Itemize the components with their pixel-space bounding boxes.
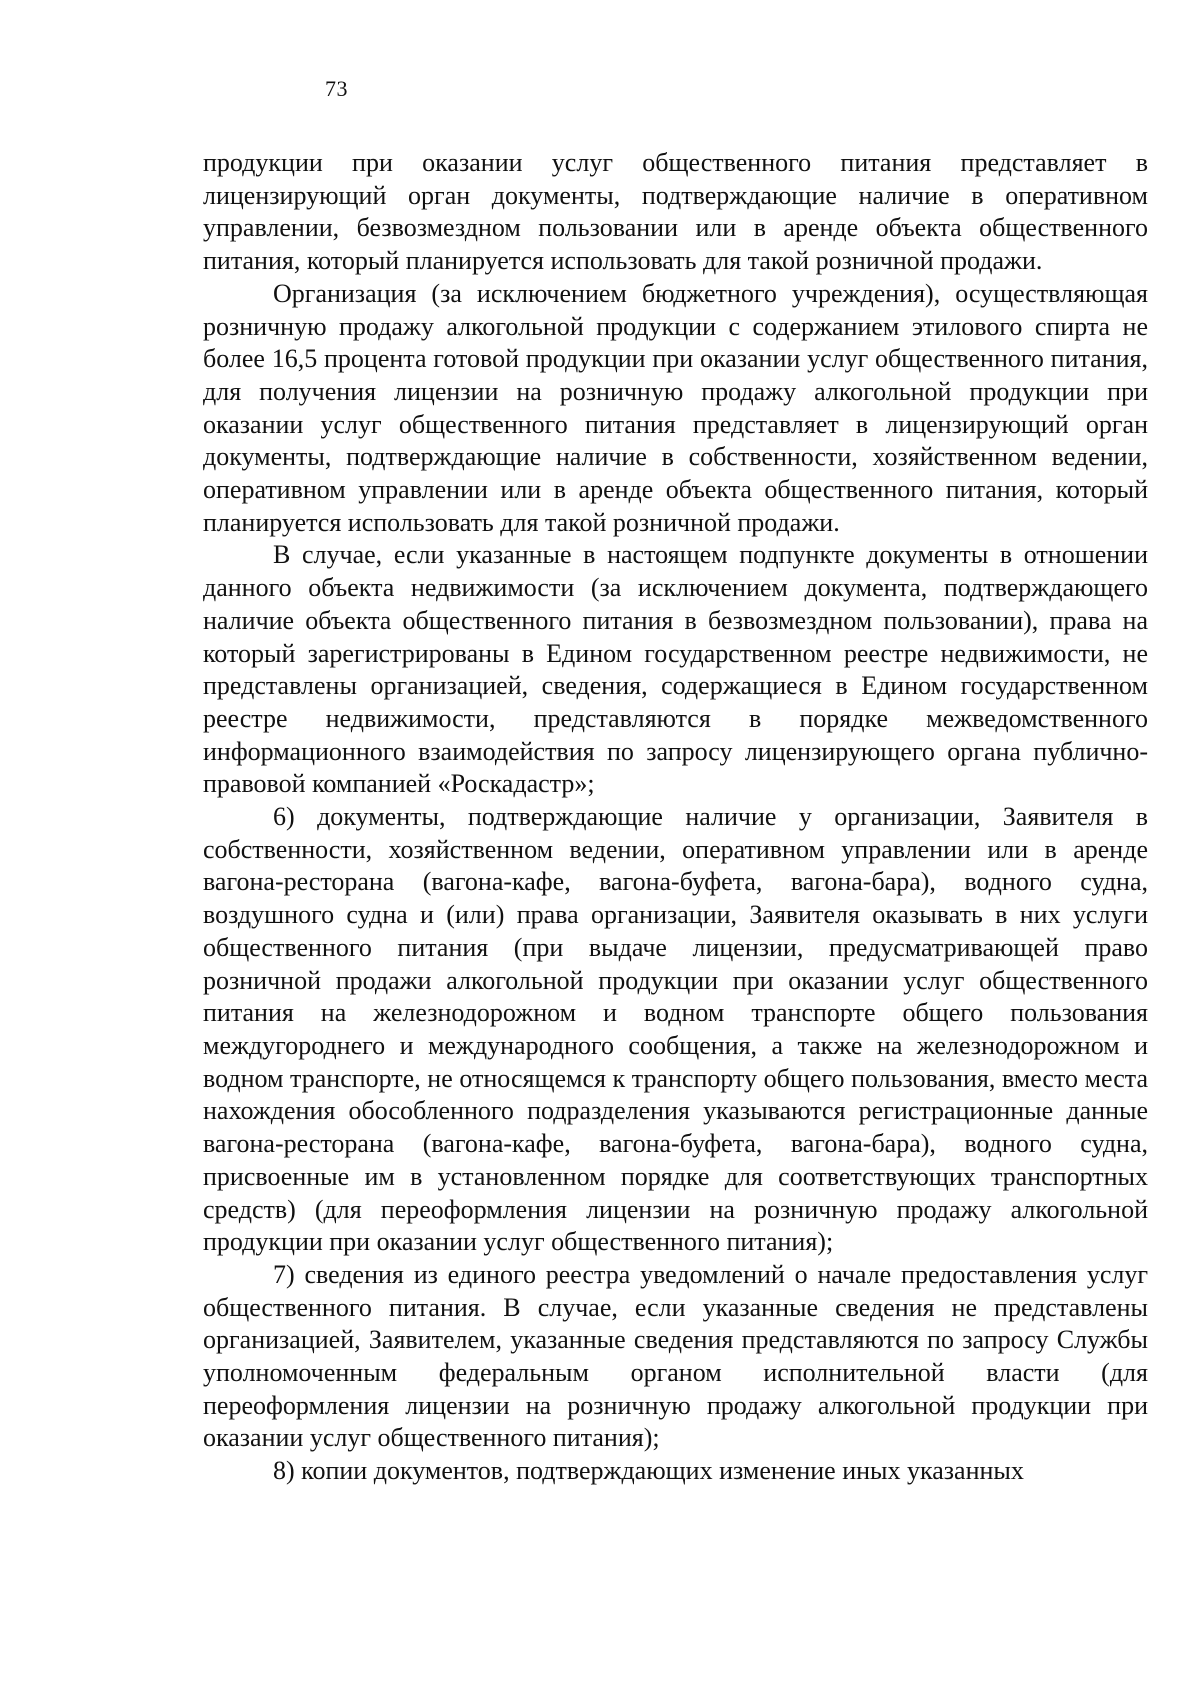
paragraph-item-6: 6) документы, подтверждающие наличие у организации, Заявителя в собственности, хозяйственном ведении, оперативном управлении или в аренде вагона-ресторана (вагона-кафе, вагона-буфета, вагона-бара), водного судна, воздушного судна и (или) права организации, Заявителя оказывать в них услуги общественного питания (при выдаче лицензии, предусматривающей право розничной продажи алкогольной продукции при оказании услуг общественного питания на железнодорожном и водном транспорте общего пользования междугороднего и международного сообщения, а также на железнодорожном и водном транспорте, не относящемся к транспорту общего пользования, вместо места нахождения обособленного подразделения указываются регистрационные данные вагона-ресторана (вагона-кафе, вагона-буфета, вагона-бара), водного судна, присвоенные им в установленном порядке для соответствующих транспортных средств) (для переоформления лицензии на розничную продажу алкогольной продукции при оказании услуг общественного питания);	[203, 802, 1148, 1257]
page-number: 73	[325, 76, 348, 101]
paragraph-item-8: 8) копии документов, подтверждающих изменение иных указанных	[273, 1456, 1024, 1486]
document-body	[203, 147, 1148, 1488]
paragraph-item-7: 7) сведения из единого реестра уведомлений о начале предоставления услуг общественного питания. В случае, если указанные сведения не представлены организацией, Заявителем, указанные сведения представляются по запросу Службы уполномоченным федеральным органом исполнительной власти (для переоформления лицензии на розничную продажу алкогольной продукции при оказании услуг общественного питания);	[203, 1259, 1148, 1453]
paragraph-continuation: продукции при оказании услуг общественного питания представляет в лицензирующий орган документы, подтверждающие наличие в оперативном управлении, безвозмездном пользовании или в аренде объекта общественного питания, который планируется использовать для такой розничной продажи.	[203, 148, 1148, 276]
paragraph-in-case: В случае, если указанные в настоящем подпункте документы в отношении данного объекта недвижимости (за исключением документа, подтверждающего наличие объекта общественного питания в безвозмездном пользовании), права на который зарегистрированы в Едином государственном реестре недвижимости, не представлены организацией, сведения, содержащиеся в Едином государственном реестре недвижимости, представляются в порядке межведомственного информационного взаимодействия по запросу лицензирующего органа публично-правовой компанией «Роскадастр»;	[203, 540, 1148, 799]
paragraph-organization: Организация (за исключением бюджетного учреждения), осуществляющая розничную продажу алкогольной продукции с содержанием этилового спирта не более 16,5 процента готовой продукции при оказании услуг общественного питания, для получения лицензии на розничную продажу алкогольной продукции при оказании услуг общественного питания представляет в лицензирующий орган документы, подтверждающие наличие в собственности, хозяйственном ведении, оперативном управлении или в аренде объекта общественного питания, который планируется использовать для такой розничной продажи.	[203, 278, 1148, 537]
page-number-row	[0, 76, 1200, 102]
